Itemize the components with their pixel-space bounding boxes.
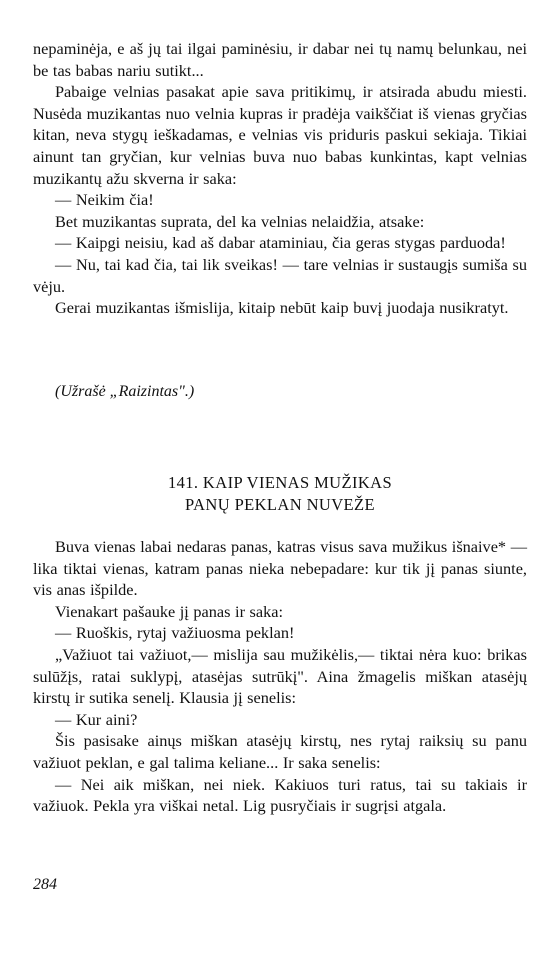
paragraph: Pabaige velnias pasakat apie sava pritikimų, ir atsirada abudu miesti. Nusėda muzikantas nuo velnia kupras ir pradėja vaikščiat iš vienas gryčias kitan, neva stygų ieškadamas, e velnias vis priduris paskui sekiaja. Tikiai ainunt tan gryčian, kur velnias buva nuo babas kunkintas, kapt velnias muzikantų ažu skverna ir saka: bbox=[33, 82, 527, 188]
story-heading bbox=[0, 472, 560, 516]
paragraph: nepaminėja, e aš jų tai ilgai paminėsiu, ir dabar nei tų namų belunkau, nei be tas babas nariu sutikt... bbox=[33, 39, 527, 80]
paragraph: — Kaipgi neisiu, kad aš dabar ataminiau, čia geras stygas parduoda! bbox=[55, 233, 506, 253]
page-number: 284 bbox=[33, 876, 57, 893]
paragraph: Gerai muzikantas išmislija, kitaip nebūt kaip buvį juodaja nusikratyt. bbox=[55, 298, 509, 318]
paragraph: — Kur aini? bbox=[55, 709, 138, 729]
heading-line-2: PANŲ PEKLAN NUVEŽE bbox=[185, 495, 375, 514]
paragraph: — Neikim čia! bbox=[55, 190, 154, 210]
heading-line-1: 141. KAIP VIENAS MUŽIKAS bbox=[167, 473, 393, 492]
paragraph: — Nei aik miškan, nei niek. Kakiuos turi ratus, tai su takiais ir važiuok. Pekla yra viškai netal. Lig pusryčiais ir sugrįsi atgala. bbox=[33, 774, 527, 816]
paragraph: — Ruoškis, rytaj važiuosma peklan! bbox=[55, 623, 295, 643]
paragraph: „Važiuot tai važiuot,— mislija sau mužikėlis,— tiktai nėra kuo: brikas sulūžįs, ratai suklypį, atasėjas sutrūkį". Aina žmagelis miškan atasėjų kirstų ir sutika senelį. Klausia jį senelis: bbox=[33, 644, 527, 708]
paragraph: Vienakart pašauke jį panas ir saka: bbox=[55, 601, 284, 621]
paragraph: — Nu, tai kad čia, tai lik sveikas! — tare velnias ir sustaugįs sumiša su vėju. bbox=[33, 254, 527, 296]
text-block-bottom bbox=[33, 536, 527, 817]
text-block-top bbox=[33, 38, 527, 319]
paragraph: Šis pasisake ainųs miškan atasėjų kirstų, nes rytaj raiksių su panu važiuot peklan, e gal talima keliane... Ir saka senelis: bbox=[33, 731, 527, 772]
paragraph: Buva vienas labai nedaras panas, katras visus sava mužikus išnaive* — lika tiktai vienas, katram panas nieka nebepadare: kur tik jį panas siunte, vis anas išpilde. bbox=[33, 537, 527, 600]
source-note: (Užrašė „Raizintas".) bbox=[55, 383, 195, 400]
paragraph: Bet muzikantas suprata, del ka velnias nelaidžia, atsake: bbox=[55, 211, 425, 231]
